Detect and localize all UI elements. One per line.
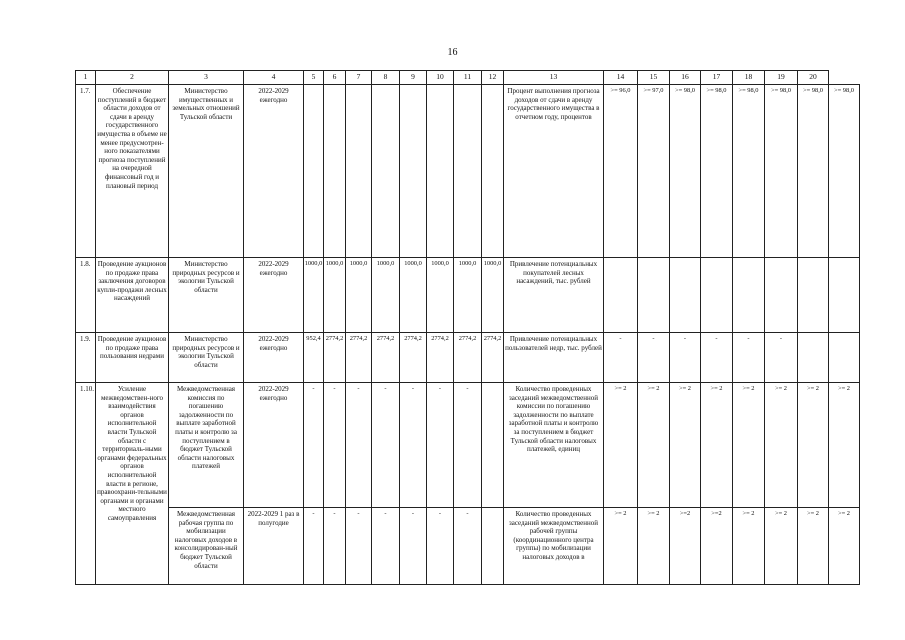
column-header: 4 <box>244 71 304 85</box>
indicator-cell: Привлечение потенциальных покупателей лесных насаждений, тыс. рублей <box>504 258 604 333</box>
value-cell: - <box>324 508 346 585</box>
value-cell: 2774,2 <box>482 333 504 383</box>
row-number: 1.7. <box>76 85 96 258</box>
value-cell <box>482 508 504 585</box>
target-cell <box>701 258 733 333</box>
column-header: 9 <box>400 71 427 85</box>
target-cell: >=2 <box>670 508 701 585</box>
executor-cell: Межведомственная комиссия по погашению задолженности по выплате заработной платы и контролю за поступлением в бюджет Тульской области налоговых платежей <box>169 383 244 508</box>
target-cell <box>798 258 829 333</box>
target-cell: >= 98,0 <box>829 85 860 258</box>
period-cell: 2022-2029 1 раз в полугодие <box>244 508 304 585</box>
value-cell: 1000,0 <box>482 258 504 333</box>
column-header: 8 <box>372 71 400 85</box>
target-cell: - <box>670 333 701 383</box>
target-cell: >= 98,0 <box>701 85 733 258</box>
target-cell <box>829 258 860 333</box>
table-row <box>76 333 860 383</box>
column-header: 18 <box>733 71 765 85</box>
column-header: 20 <box>798 71 829 85</box>
column-header: 5 <box>304 71 324 85</box>
column-header: 12 <box>482 71 504 85</box>
event-cell: Обеспечение поступлений в бюджет области доходов от сдачи в аренду государственного имущества в объеме не менее предусмотрен-ного показателями прогноза поступлений на очередной финансовый год и плановый период <box>96 85 169 258</box>
column-header: 14 <box>604 71 638 85</box>
value-cell: - <box>304 383 324 508</box>
value-cell: - <box>324 383 346 508</box>
target-cell <box>798 333 829 383</box>
target-cell: >= 98,0 <box>765 85 798 258</box>
column-header: 10 <box>427 71 454 85</box>
period-cell: 2022-2029 ежегодно <box>244 258 304 333</box>
executor-cell: Министерство имущественных и земельных отношений Тульской области <box>169 85 244 258</box>
target-cell: >= 97,0 <box>638 85 670 258</box>
column-header: 3 <box>169 71 244 85</box>
target-cell: >= 2 <box>798 508 829 585</box>
target-cell: >= 2 <box>638 508 670 585</box>
value-cell: - <box>400 383 427 508</box>
value-cell: - <box>427 383 454 508</box>
value-cell <box>482 383 504 508</box>
target-cell <box>638 258 670 333</box>
period-cell: 2022-2029 ежегодно <box>244 383 304 508</box>
value-cell: 2774,2 <box>346 333 372 383</box>
column-header: 2 <box>96 71 169 85</box>
target-cell: - <box>638 333 670 383</box>
target-cell: >= 2 <box>670 383 701 508</box>
indicator-cell: Количество проведенных заседаний межведомственной комиссии по погашению задолженности по выплате заработной платы и контролю за поступлением в бюджет Тульской области налоговых платежей, единиц <box>504 383 604 508</box>
executor-cell: Министерство природных ресурсов и экологии Тульской области <box>169 333 244 383</box>
indicator-cell: Количество проведенных заседаний межведомственной рабочей группы (координационного центра группы) по мобилизации налоговых доходов в <box>504 508 604 585</box>
value-cell <box>427 85 454 258</box>
header-row <box>76 71 860 85</box>
value-cell <box>324 85 346 258</box>
column-header: 6 <box>324 71 346 85</box>
target-cell: >= 98,0 <box>670 85 701 258</box>
target-cell: >= 98,0 <box>733 85 765 258</box>
target-cell: >= 2 <box>604 508 638 585</box>
column-header: 1 <box>76 71 96 85</box>
value-cell: - <box>346 383 372 508</box>
value-cell <box>304 85 324 258</box>
row-number: 1.10. <box>76 383 96 585</box>
target-cell: >= 2 <box>733 508 765 585</box>
page-number: 16 <box>447 47 458 58</box>
target-cell: >=2 <box>701 508 733 585</box>
target-cell: >= 2 <box>765 508 798 585</box>
target-cell: >= 2 <box>829 508 860 585</box>
indicator-cell: Привлечение потенциальных пользователей недр, тыс. рублей <box>504 333 604 383</box>
target-cell: - <box>733 333 765 383</box>
target-cell: >= 96,0 <box>604 85 638 258</box>
column-header: 16 <box>670 71 701 85</box>
value-cell: - <box>400 508 427 585</box>
value-cell: - <box>372 508 400 585</box>
value-cell: - <box>372 383 400 508</box>
period-cell: 2022-2029 ежегодно <box>244 85 304 258</box>
table-row <box>76 383 860 508</box>
row-number: 1.8. <box>76 258 96 333</box>
event-cell: Проведение аукционов по продаже права заключения договоров купли-продажи лесных насаждений <box>96 258 169 333</box>
target-cell: >= 2 <box>798 383 829 508</box>
target-cell: >= 2 <box>604 383 638 508</box>
target-cell: >= 2 <box>829 383 860 508</box>
value-cell: 1000,0 <box>454 258 482 333</box>
target-cell: >= 2 <box>733 383 765 508</box>
table-row <box>76 258 860 333</box>
column-header: 17 <box>701 71 733 85</box>
value-cell <box>400 85 427 258</box>
value-cell <box>372 85 400 258</box>
column-header: 11 <box>454 71 482 85</box>
target-cell <box>733 258 765 333</box>
column-header: 7 <box>346 71 372 85</box>
table-row <box>76 85 860 258</box>
value-cell: 2774,2 <box>400 333 427 383</box>
value-cell: - <box>304 508 324 585</box>
event-cell: Проведение аукционов по продаже права пользования недрами <box>96 333 169 383</box>
value-cell: 2774,2 <box>427 333 454 383</box>
value-cell: - <box>454 508 482 585</box>
target-cell <box>765 258 798 333</box>
executor-cell: Межведомственная рабочая группа по мобилизации налоговых доходов в консолидирован-ный бюджет Тульской области <box>169 508 244 585</box>
value-cell: 1000,0 <box>427 258 454 333</box>
target-cell <box>604 258 638 333</box>
executor-cell: Министерство природных ресурсов и экологии Тульской области <box>169 258 244 333</box>
row-number: 1.9. <box>76 333 96 383</box>
value-cell: 2774,2 <box>454 333 482 383</box>
value-cell: 2774,2 <box>324 333 346 383</box>
value-cell: - <box>427 508 454 585</box>
target-cell <box>829 333 860 383</box>
value-cell: 1000,0 <box>324 258 346 333</box>
target-cell: - <box>701 333 733 383</box>
value-cell: 1000,0 <box>372 258 400 333</box>
column-header: 13 <box>504 71 604 85</box>
value-cell <box>346 85 372 258</box>
value-cell: - <box>346 508 372 585</box>
target-cell: >= 2 <box>701 383 733 508</box>
period-cell: 2022-2029 ежегодно <box>244 333 304 383</box>
value-cell: 2774,2 <box>372 333 400 383</box>
value-cell: - <box>454 383 482 508</box>
column-header: 15 <box>638 71 670 85</box>
indicator-cell: Процент выполнения прогноза доходов от сдачи в аренду государственного имущества в отчетном году, процентов <box>504 85 604 258</box>
target-cell: >= 2 <box>765 383 798 508</box>
value-cell: 1000,0 <box>400 258 427 333</box>
program-table <box>75 70 860 585</box>
value-cell <box>454 85 482 258</box>
target-cell: - <box>604 333 638 383</box>
target-cell: >= 2 <box>638 383 670 508</box>
value-cell: 1000,0 <box>346 258 372 333</box>
value-cell: 1000,0 <box>304 258 324 333</box>
table-row <box>76 508 860 585</box>
target-cell: - <box>765 333 798 383</box>
target-cell: >= 98,0 <box>798 85 829 258</box>
target-cell <box>670 258 701 333</box>
column-header: 19 <box>765 71 798 85</box>
value-cell <box>482 85 504 258</box>
event-cell: Усиление межведомствен-ного взаимодействия органов исполнительной власти Тульской области с территориаль-ными органами федеральных органов исполнительной власти в регионе, правоохрани-тельными органами и органами местного самоуправления <box>96 383 169 585</box>
value-cell: 952,4 <box>304 333 324 383</box>
